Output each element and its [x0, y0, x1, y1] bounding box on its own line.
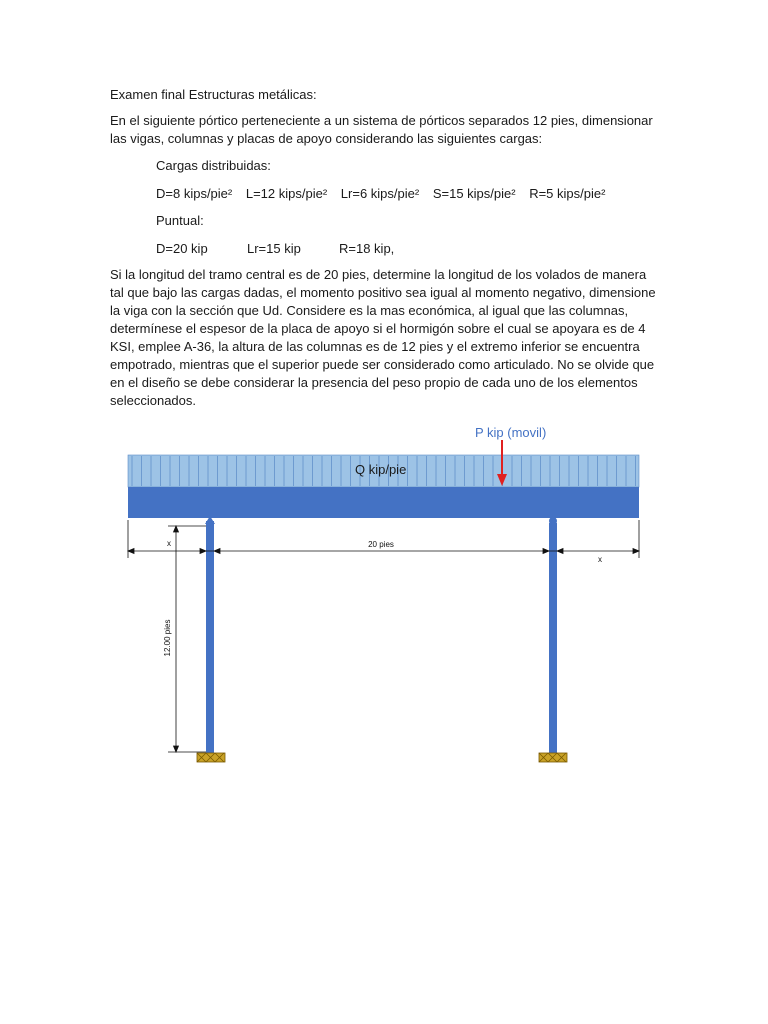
point-load-roof-live: Lr=15 kip: [247, 241, 301, 256]
right-pin-support-icon: [549, 517, 557, 525]
point-load-dead: D=20 kip: [156, 241, 208, 256]
vertical-dimension-line: [168, 526, 206, 752]
right-column: [549, 523, 557, 753]
load-rain: R=5 kips/pie²: [529, 186, 606, 201]
intro-paragraph: En el siguiente pórtico perteneciente a un sistema de pórticos separados 12 pies, dimensionar las vigas, columnas y placas de apoyo considerando las siguientes cargas:: [110, 113, 653, 146]
right-overhang-label: x: [598, 555, 602, 564]
left-column: [206, 521, 214, 753]
load-snow: S=15 kips/pie²: [432, 186, 516, 201]
span-dimension-label: 20 pies: [368, 540, 394, 549]
point-load-label: P kip (movil): [475, 425, 547, 440]
load-dead: D=8 kips/pie²: [156, 186, 233, 201]
left-fixed-support-icon: [197, 753, 225, 762]
load-roof-live: Lr=6 kips/pie²: [340, 186, 420, 201]
column-height-label: 12.00 pies: [163, 619, 172, 657]
point-loads-heading: Puntual:: [156, 213, 204, 228]
distributed-loads-heading: Cargas distribuidas:: [156, 158, 271, 173]
load-live: L=12 kips/pie²: [245, 186, 328, 201]
exam-title: Examen final Estructuras metálicas:: [110, 87, 317, 102]
problem-statement: Si la longitud del tramo central es de 20 pies, determine la longitud de los volados de manera tal que bajo las cargas dadas, el momento positivo sea igual al momento negativo, dimensione la viga con la sección que Ud. Considere es la mas económica, al igual que las columnas, determínese el espesor de la placa de apoyo si el hormigón sobre el cual se apoyara es de 4 KSI, emplee A-36, la altura de las columnas es de 12 pies y el extremo inferior se encuentra empotrado, mientras que el superior puede ser considerado como articulado. No se olvide que en el diseño se debe considerar la presencia del peso propio de cada uno de los elementos seleccionados.: [110, 267, 656, 408]
beam: [128, 487, 639, 518]
point-load-rain: R=18 kip,: [339, 241, 395, 256]
left-overhang-label: x: [167, 539, 171, 548]
right-fixed-support-icon: [539, 753, 567, 762]
distributed-load-label: Q kip/pie: [355, 462, 407, 477]
